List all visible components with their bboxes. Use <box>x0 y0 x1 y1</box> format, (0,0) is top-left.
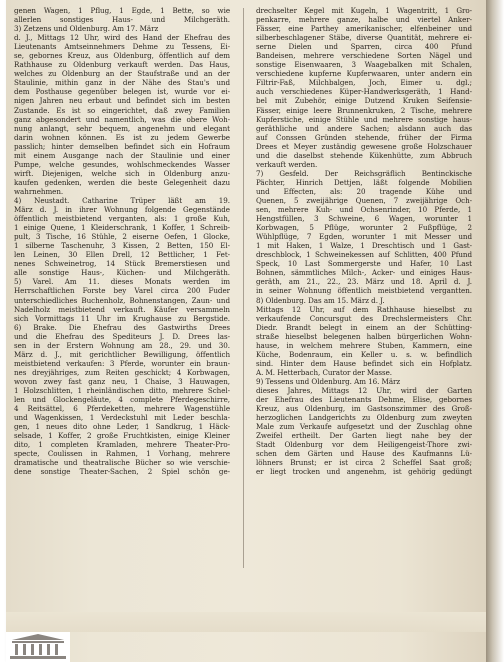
right-column-text-line: drechselter Kegel mit Kugeln, 1 Wagentritt, 1 Gro- <box>256 6 472 15</box>
left-column-text-line: alle sonstige Haus-, Küchen- und Milchgeräth. <box>14 268 230 278</box>
right-column-text-line: silberbeschlagener Stäbe, diverse Quantität, mehrere ei- <box>256 33 472 43</box>
left-column-text-line: kaufen gedenken, werden die beste Gelegenheit dazu <box>14 177 230 187</box>
right-column-text-line: straße hieselbst belegenen halben bürgerlichen Wohn- <box>256 331 472 341</box>
left-column-text-line: 1 einige Quene, 1 Kleiderschrank, 1 Koffer, 1 Schreib- <box>14 223 230 233</box>
right-column-text-line: Korbwagen, 5 Pflüge, worunter 2 Fußpflüge, 2 <box>256 223 472 233</box>
right-column-text-line: penkarre, mehrere ganze, halbe und viertel Anker- <box>256 15 472 25</box>
right-column-text-line: 7) Gesfeld. Der Reichsgräflich Bentinckische <box>256 168 472 178</box>
right-column-text-line: Zweifel ertheilt. Der Garten liegt nahe bey der <box>256 431 472 441</box>
right-column-text-line: Hengstfüllen, 3 Schweine, 6 Wagen, worunter 1 <box>256 214 472 224</box>
right-column-text-line: der Ehefrau des Lieutenants Dehme, Elise, gebornes <box>256 395 472 405</box>
left-column-text-line: meistbietend verkaufen: 3 Pferde, worunter ein braun- <box>14 358 230 368</box>
left-column-text-line: März d. J., mit gerichtlicher Bewilligung, öffentlich <box>14 349 230 359</box>
right-text-column <box>256 6 472 476</box>
left-column-text-line: darin wohnen können. Es ist zu jedem Gewerbe <box>14 132 230 142</box>
left-column-text-line: Rathhause zu Oldenburg verkauft werden. Das Haus, <box>14 60 230 70</box>
left-column-text-line: sich Vormittags 11 Uhr im Krughause zu Bergstide. <box>14 313 230 323</box>
right-column-text-line: Speck, 10 Last Sommergerste und Hafer, 10 Last <box>256 259 472 269</box>
left-column-text-line: 5) Varel. Am 11. dieses Monats werden im <box>14 277 230 287</box>
right-column-text-line: verkaufende Concursgut des Drechslermeisters Chr. <box>256 313 472 323</box>
left-column-text-line: öffentlich meistbietend verganten, als: 1 große Kuh, <box>14 214 230 224</box>
left-column-text-line: 3) Zetzens und Oldenburg. Am 17. März <box>14 24 159 34</box>
left-column-text-line: se, gebornes Kreuz, aus Oldenburg, öffentlich auf dem <box>14 51 230 61</box>
right-column-text-line: auch verschiedenes Küper-Handwerksgeräth, 1 Hand- <box>256 87 472 97</box>
right-column-text-line: Pächter, Hinrich Dettjen, läßt folgende Mobilien <box>256 177 472 187</box>
left-column-text-line: len und Glockengeläute, 4 complete Pferdegeschirre, <box>14 395 230 405</box>
left-column-text-line: specte, Coulissen in Rahmen, 1 Vorhang, mehrere <box>14 449 230 459</box>
right-column-text-line: sonstige Eisenwaaren, 3 Waagebalken mit Schalen, <box>256 60 472 70</box>
left-column-text-line: allerlen sonstiges Haus- und Milchgeräth. <box>14 15 230 25</box>
right-column-text-line: A. M. Hetterbach, Curator der Masse. <box>256 367 393 377</box>
left-column-text-line: Zustande. Es ist so eingerichtet, daß zwey Familien <box>14 105 230 115</box>
left-column-text-line: 6) Brake. Die Ehefrau des Gastwirths Drees <box>14 322 230 332</box>
left-column-text-line: dramatische und theatralische Bücher so wie verschie- <box>14 458 230 468</box>
left-column-text-line: passlich; hinter demselben befindet sich ein Hofraum <box>14 141 230 151</box>
page-edge-shadow <box>486 0 504 662</box>
right-column-text-line: serne Dielen und Sparren, circa 400 Pfund <box>256 42 472 52</box>
left-column-text-line: und die Ehefrau des Spediteurs J. D. Drees las- <box>14 331 230 341</box>
right-column-text-line: dieses Jahres, Mittags 12 Uhr, wird der Garten <box>256 385 472 395</box>
right-column-text-line: und Effecten, als: 20 tragende Kühe und <box>256 186 472 196</box>
left-column-text-line: Herrschaftlichen Forste bey Varel circa 200 Fuder <box>14 286 230 296</box>
right-column-text-line: Bohnen, sämmtliches Milch-, Acker- und einiges Haus- <box>256 268 472 278</box>
right-column-text-line: Kreuz, aus Oldenburg, im Gastsonszimmer des Groß- <box>256 404 472 414</box>
left-column-text-line: nigen Jahren neu erbaut und befindet sich im besten <box>14 96 230 106</box>
left-column-text-line: wahrnehmen. <box>14 186 64 196</box>
right-column-text-line: und die daselbst stehende Kükenhütte, zum Abbruch <box>256 150 472 160</box>
left-column-text-line: selsade, 1 Koffer, 2 große Fruchtkisten, einige Kleiner <box>14 431 230 441</box>
left-column-text-line: dem Posthause gegenüber belegen ist, wurde vor ei- <box>14 87 230 97</box>
left-column-text-line: Lieutenants Amtseinnehmers Dehme zu Tessens, Ei- <box>14 42 230 52</box>
right-column-text-line: auf Conssen Gründen stehende, früher der Firma <box>256 132 472 142</box>
left-column-text-line: pult, 3 Tische, 16 Stühle, 2 eiserne Oefen, 1 Glocke, <box>14 232 230 242</box>
left-column-text-line: nes dreyjähriges, zum Reiten geschickt; 4 Korbwagen, <box>14 367 230 377</box>
left-column-text-line: dene sonstige Theater-Sachen, 2 Spiel schön ge- <box>14 467 230 477</box>
left-column-text-line: ganz abgesondert und namentlich, was die obere Woh- <box>14 114 230 124</box>
right-column-text-line: hause, in welchem mehrere Stuben, Kammern, eine <box>256 340 472 350</box>
right-column-text-line: geräth, am 21., 22., 23. März und 18. April d. J. <box>256 277 472 287</box>
left-text-column <box>14 6 230 476</box>
right-column-text-line: 9) Tessens und Oldenburg. Am 16. März <box>256 376 401 386</box>
right-column-text-line: Quenen, 5 zweijährige Quenen, 7 zweijährige Och- <box>256 195 472 205</box>
right-column-text-line: 8) Oldenburg. Das am 15. März d. J. <box>256 295 385 305</box>
right-column-text-line: Fässer, eine Parthey amerikanischer, elfenbeiner und <box>256 24 472 34</box>
right-column-text-line: Bandeisen, mehrere verschiedene Sorten Nägel und <box>256 51 472 61</box>
library-logo-icon <box>6 632 70 662</box>
right-column-text-line: Filtrir-Faß, Milchbalgen, Joch, Eimer u. dgl.; <box>256 78 472 88</box>
right-column-text-line: dreschblock, 1 Schweinekessen auf Schlitten, 400 Pfund <box>256 250 472 260</box>
right-column-text-line: Drees et Meyer zuständig gewesene große Holzschauer <box>256 141 472 151</box>
left-column-text-line: d. J., Mittags 12 Uhr, wird des Hand der Ehefrau des <box>14 33 230 43</box>
right-column-text-line: Diedr. Brandt belegt in einem an der Schütting- <box>256 322 472 332</box>
right-column-text-line: Male zum Verkaufe aufgesetzt und der Zuschlag ohne <box>256 422 472 432</box>
right-column-text-line: in seiner Wohnung öffentlich meistbietend vergantten. <box>256 286 472 296</box>
left-column-text-line: len Leinen, 30 Ellen Drell, 12 Bettlicher, 1 Fet- <box>14 250 230 260</box>
right-column-text-line: bel mit Zubehör, einige Dutzend Kruken Seifensie- <box>256 96 472 106</box>
left-column-text-line: wirft. Diejenigen, welche sich in Oldenburg anzu- <box>14 168 230 178</box>
page-bottom-margin <box>6 612 486 632</box>
left-column-text-line: genen Wagen, 1 Pflug, 1 Egde, 1 Bette, so wie <box>14 6 230 15</box>
left-column-text-line: 1 silberne Taschenuhr, 3 Kissen, 2 Betten, 150 El- <box>14 241 230 251</box>
left-column-text-line: Nadelholz meistbietend verkauft. Käufer versammeln <box>14 304 230 314</box>
right-column-text-line: Kupferstiche, einige Stühle und mehrere sonstige haus- <box>256 114 472 124</box>
right-column-text-line: verschiedene kupferne Kupferwaaren, unter andern ein <box>256 69 472 79</box>
right-column-text-line: Küche, Bodenraum, ein Keller u. s. w. befindlich <box>256 349 472 359</box>
left-column-text-line: 1 Holzschlitten, 1 rheinländischen ditto, mehrere Schel- <box>14 385 230 395</box>
right-column-text-line: herzoglichen Landgerichts zu Oldenburg zum zweyten <box>256 413 472 423</box>
column-divider <box>243 8 244 568</box>
left-column-text-line: Staulinie, mithin ganz in der Nähe des Stau's und <box>14 78 230 88</box>
left-column-text-line: wovon zwey fast ganz neu, 1 Chaise, 3 Hauwagen, <box>14 376 230 386</box>
left-column-text-line: mit einem Ausgange nach der Staulinie und einer <box>14 150 230 160</box>
right-column-text-line: schen dem Gärten und Hause des Kaufmanns Lü- <box>256 449 472 459</box>
left-column-text-line: gen, 1 neues dito ohne Leder, 1 Sandkrug, 1 Häck- <box>14 422 230 432</box>
right-column-text-line: 1 mit Haken, 1 Walze, 1 Dreschtisch und 1 Gast- <box>256 241 472 251</box>
right-column-text-line: sind. Hinter dem Hause befindet sich ein Hofplatz. <box>256 358 472 368</box>
right-column-text-line: sen, mehrere Kuh- und Ochsenrinder, 10 Pferde, 1 <box>256 205 472 215</box>
left-column-text-line: sen in der Erstern Wohnung am 28., 29. und 30. <box>14 340 230 350</box>
left-column-text-line: März d. J. in ihrer Wohnung folgende Gegenstände <box>14 205 230 215</box>
left-column-text-line: nenes Schweinetrog, 14 Stück Bremerstiesen und <box>14 259 230 269</box>
left-column-text-line: welches zu Oldenburg an der Staufstraße und an der <box>14 69 230 79</box>
left-column-text-line: nung anlangt, sehr bequem, angenehm und elegant <box>14 123 230 133</box>
right-column-text-line: geräthliche und andere Sachen; alsdann auch das <box>256 123 472 133</box>
left-column-text-line: Pumpe, welche gesundes, wohlschmeckendes Wasser <box>14 159 230 169</box>
left-column-text-line: und Wagenkissen, 1 Verdeckstuhl mit Leder beschla- <box>14 413 230 423</box>
right-column-text-line: löhners Brunst; er ist circa 2 Scheffel Saat groß; <box>256 458 472 468</box>
left-column-text-line: 4) Neustadt. Catharine Trüper läßt am 19. <box>14 195 230 205</box>
right-column-text-line: er liegt trocken und angenehm, ist gehörig gedüngt <box>256 467 472 477</box>
right-column-text-line: Mittags 12 Uhr, auf dem Rathhause hieselbst zu <box>256 304 472 314</box>
right-column-text-line: verkauft werden. <box>256 159 318 169</box>
right-column-text-line: Fässer, einige leere Brunnenkruken, 2 Tische, mehrere <box>256 105 472 115</box>
left-column-text-line: 4 Reitsättel, 6 Pferdeketten, mehrere Wagenstühle <box>14 404 230 414</box>
right-column-text-line: Wühlpflüge, 7 Egden, worunter 1 mit Messer und <box>256 232 472 242</box>
right-column-text-line: Stadt Oldenburg vor dem Heiligengeist-Thore zwi- <box>256 440 472 450</box>
left-column-text-line: unterschiedliches Buchenholz, Bohnenstangen, Zaun- und <box>14 295 230 305</box>
left-column-text-line: dito, 1 completen Kramladen, mehrere Theater-Pro- <box>14 440 230 450</box>
